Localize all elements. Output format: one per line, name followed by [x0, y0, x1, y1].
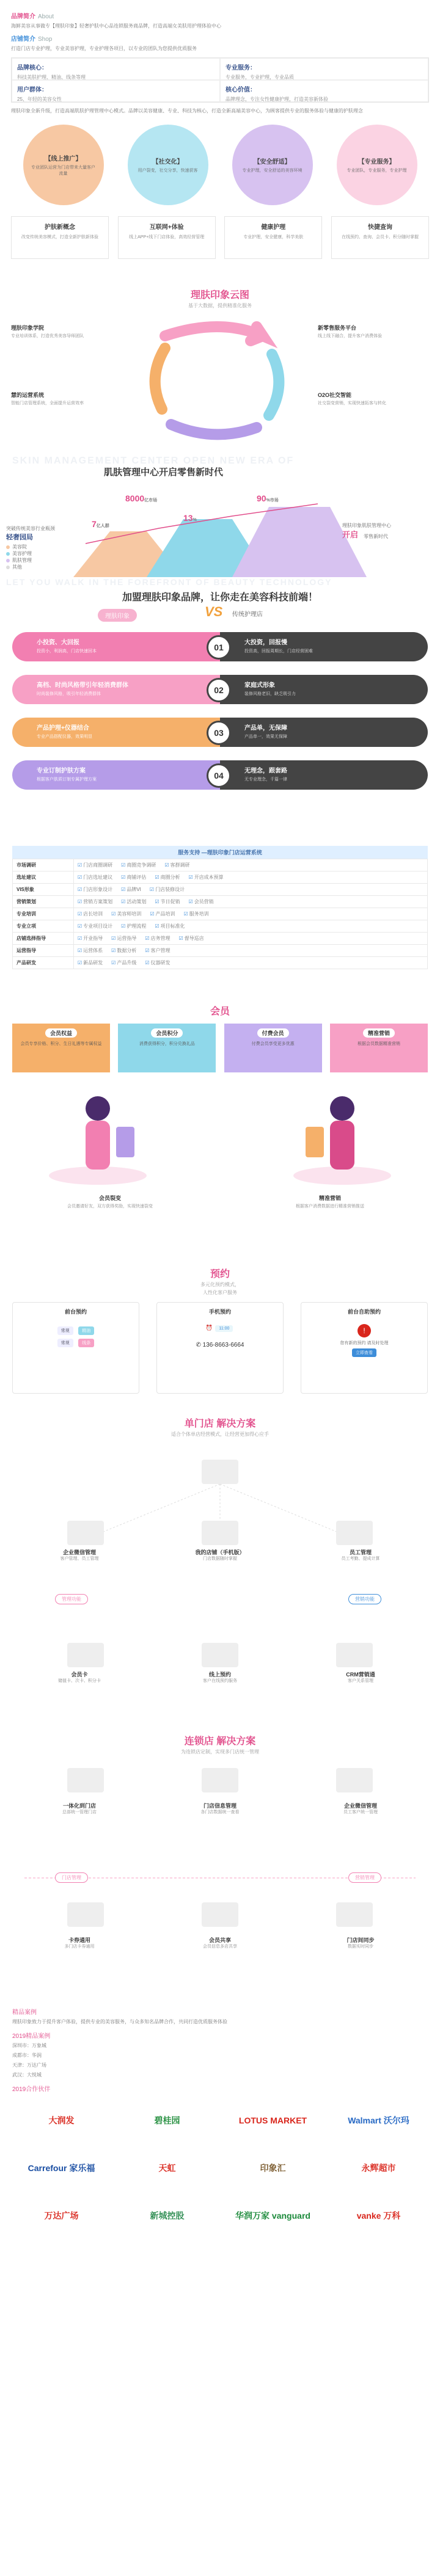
partner-logo: Walmart 沃尔玛 — [348, 2116, 409, 2125]
brand-label: 品牌简介 About — [11, 13, 54, 20]
booking-chip[interactable]: 线条 — [78, 1339, 94, 1347]
support-row — [13, 859, 428, 871]
support-value: ☑ 产品升级 — [111, 960, 137, 966]
step-number: 03 — [207, 721, 231, 745]
support-values — [74, 896, 428, 908]
support-value: ☑ 仪器研发 — [145, 960, 170, 966]
check-icon: ☑ — [78, 960, 82, 966]
check-icon: ☑ — [155, 875, 160, 880]
support-values — [74, 945, 428, 957]
check-icon: ☑ — [188, 899, 193, 904]
era-right-head: 理肤印象肌肤管理中心 — [342, 523, 391, 528]
era-right-big: 开启 — [342, 530, 359, 539]
cases-label: 精品案例 — [12, 2009, 37, 2016]
partners-head: 2019合作伙伴 — [12, 2086, 51, 2093]
step-number: 01 — [207, 635, 231, 660]
booking-sub2: 人性化客户服务 — [203, 1290, 237, 1295]
partner-logo: Carrefour 家乐福 — [28, 2163, 95, 2173]
era-growth-chart — [73, 495, 367, 577]
partner-logo: 碧桂园 — [154, 2116, 180, 2125]
single-sub: 适合个体单店经营模式，让经营更加得心应手 — [171, 1432, 269, 1437]
member-card: 精准营销 根据会员数据精准营销 — [330, 1024, 428, 1072]
support-value: ☑ 服务培训 — [183, 911, 209, 917]
support-values — [74, 957, 428, 969]
booking-cards — [0, 1302, 440, 1394]
info-cell: 用户群体： 25、年轻的美容女性 — [12, 80, 220, 102]
feature-circle: 【社交化】 用户裂变，社交分享，快速获客 — [128, 125, 208, 205]
support-row — [13, 871, 428, 884]
support-key: 市场调研 — [13, 859, 74, 871]
support-value: ☑ 客户管理 — [145, 948, 170, 953]
booking-chip[interactable]: 常规 — [57, 1326, 73, 1335]
feature-box: 互联网+体验 线上APP+线下门店体验，高效经营管理 — [118, 216, 216, 259]
booking-chip[interactable]: 常规 — [57, 1339, 73, 1347]
intro-section — [0, 0, 440, 287]
support-value: ☑ 店长培训 — [78, 911, 103, 917]
phone-number[interactable]: 136-8663-6664 — [202, 1342, 244, 1348]
support-value: ☑ 运营指导 — [111, 936, 137, 941]
support-row — [13, 908, 428, 920]
check-icon: ☑ — [78, 923, 82, 929]
member-card: 付费会员 付费会员享受更多优惠 — [224, 1024, 322, 1072]
check-icon: ☑ — [145, 936, 150, 941]
check-icon: ☑ — [111, 960, 116, 966]
brand-tag: 理肤印象 — [98, 609, 137, 622]
partner-logo: 大润发 — [48, 2116, 75, 2125]
compare-watermark: LET YOU WALK IN THE FOREFRONT OF BEAUTY TECHNOLOGY — [6, 577, 332, 587]
feature-circles — [11, 125, 429, 205]
marketing-pill: 营销功能 — [348, 1594, 381, 1604]
member-cards — [0, 1024, 440, 1072]
feature-circle: 【线上推广】 专业团队运营为门店带来大量客户流量 — [23, 125, 104, 205]
check-icon: ☑ — [111, 936, 116, 941]
member-title: 会员 — [210, 1006, 230, 1017]
feature-circle: 【专业服务】 专业团队，专业服务，专业护理 — [337, 125, 417, 205]
partner-logo: 华润万家 vanguard — [235, 2211, 310, 2221]
check-icon: ☑ — [78, 862, 82, 868]
cloud-section — [0, 287, 440, 452]
woman-illustration-icon — [37, 1084, 159, 1188]
phone-booking-card: 手机预约 ⏰ 11:00 ✆ 136-8663-6664 — [156, 1302, 284, 1394]
solution-item: 会员卡 储值卡、次卡、积分卡 — [58, 1672, 101, 1683]
info-cell: 品牌核心： 科技美肤护理、精油、线条等理 — [12, 58, 220, 80]
management-pill: 管理功能 — [55, 1594, 88, 1604]
woman-illustration-icon — [281, 1084, 403, 1188]
support-value: ☑ 专业项目设计 — [78, 923, 113, 929]
check-icon: ☑ — [145, 948, 150, 953]
single-title: 单门店 解决方案 — [184, 1419, 256, 1429]
era-left-head: 突破传统美容行业瓶颈 — [6, 526, 55, 531]
check-icon: ☑ — [188, 875, 193, 880]
view-now-button[interactable]: 立即查看 — [352, 1348, 376, 1357]
booking-sub1: 多元化预约模式， — [200, 1282, 240, 1287]
era-section — [0, 452, 440, 577]
support-key: 选址建议 — [13, 871, 74, 884]
support-values — [74, 884, 428, 896]
check-icon: ☑ — [78, 911, 82, 917]
support-value: ☑ 运营体系 — [78, 948, 103, 953]
support-row — [13, 920, 428, 933]
support-key: 营销策划 — [13, 896, 74, 908]
compare-row: 小投资、大回报 投资小，利润高，门店快速回本 大投资，回报慢 投资高，回报周期长，门店经营困难 01 — [12, 632, 428, 661]
check-icon: ☑ — [121, 875, 126, 880]
cloud-title: 理肤印象云图 — [190, 290, 249, 300]
era-left-brand: 轻奢园局 — [6, 534, 33, 541]
support-value: ☑ 店务管理 — [145, 936, 170, 941]
booking-time[interactable]: 11:00 — [215, 1325, 233, 1332]
support-value: ☑ 门店装修设计 — [149, 887, 185, 892]
cloud-subtitle: 基于大数据，提供精准化服务 — [188, 303, 252, 308]
check-icon: ☑ — [164, 862, 169, 868]
feature-box: 护肤新概念 改变传统美容模式，打造全新护肤新体验 — [11, 216, 109, 259]
partner-logo: 万达广场 — [44, 2211, 79, 2221]
support-row — [13, 945, 428, 957]
support-value: ☑ 门店形象设计 — [78, 887, 113, 892]
precision-marketing: 精准营销 根据客户消费数据进行精准营销推送 — [296, 1195, 364, 1209]
support-key: 专业培训 — [13, 908, 74, 920]
solution-item: CRM营销通 客户关系管理 — [346, 1672, 375, 1683]
store-mgmt-pill: 门店管理 — [55, 1872, 88, 1883]
partner-logo: vanke 万科 — [356, 2211, 401, 2221]
solution-item: 一体化到门店 总部统一管理门店 — [62, 1803, 97, 1814]
info-cell: 核心价值： 品牌理念，专注女性健康护理，打造美容新体验 — [220, 80, 428, 102]
check-icon: ☑ — [155, 923, 160, 929]
partner-logo: 永辉超市 — [361, 2163, 396, 2173]
support-key: 产品研发 — [13, 957, 74, 969]
support-value: ☑ 数据分析 — [111, 948, 137, 953]
check-icon: ☑ — [78, 875, 82, 880]
check-icon: ☑ — [145, 960, 150, 966]
case-item: 深圳市：万象城 — [12, 2043, 46, 2048]
support-value: ☑ 活动策划 — [121, 899, 147, 904]
feature-circle: 【安全舒适】 专业护理，安全舒适的美容环境 — [232, 125, 313, 205]
cloud-item: 新零售服务平台 线上线下融合，提升客户消费体验 — [318, 325, 382, 338]
support-value: ☑ 门店选址建议 — [78, 875, 113, 880]
cloud-item: 理肤印象学院 专业培训体系，打造优秀美容导师团队 — [11, 325, 84, 338]
era-num3: 7亿人群 — [92, 519, 109, 529]
support-value: ☑ 门店商圈调研 — [78, 862, 113, 868]
cloud-item: O2O社交智能 社交裂变营销，实现快速拓客与转化 — [318, 392, 386, 406]
partner-logo-grid — [12, 2099, 428, 2237]
support-key: 运营指导 — [13, 945, 74, 957]
legend-item: 肌肤管理 — [6, 557, 32, 564]
era-title: 肌肤管理中心开启零售新时代 — [104, 467, 224, 478]
self-booking-card: 前台自助预约 ! 您有新的预约 请及时处理 立即查看 — [301, 1302, 428, 1394]
info-cell: 专业服务： 专业服务，专业护理，专业品质 — [220, 58, 428, 80]
support-row — [13, 896, 428, 908]
case-item: 武汉：大悦城 — [12, 2072, 42, 2078]
case-item: 天津：万达广场 — [12, 2062, 46, 2068]
era-legend — [6, 544, 32, 570]
vs-badge: VS — [205, 604, 223, 619]
phone-icon: ✆ — [196, 1342, 201, 1348]
cases-section — [0, 2003, 440, 2576]
check-icon: ☑ — [155, 899, 160, 904]
support-values — [74, 933, 428, 945]
compare-title: 加盟理肤印象品牌，让你走在美容科技前端！ — [122, 592, 318, 603]
support-value: ☑ 开店成本预算 — [188, 875, 224, 880]
check-icon: ☑ — [121, 923, 126, 929]
chain-store-section — [0, 1728, 440, 2003]
support-row — [13, 884, 428, 896]
support-row — [13, 933, 428, 945]
check-icon: ☑ — [150, 911, 155, 917]
feature-box: 快捷查询 在线预约、查询、会员卡、积分随时掌握 — [331, 216, 429, 259]
check-icon: ☑ — [78, 948, 82, 953]
support-value: ☑ 会员营销 — [188, 899, 214, 904]
era-watermark-top: SKIN MANAGEMENT CENTER OPEN NEW ERA OF — [12, 456, 295, 466]
support-value: ☑ 商圈分析 — [155, 875, 180, 880]
support-key: 专业立项 — [13, 920, 74, 933]
support-value: ☑ 项目标准化 — [155, 923, 185, 929]
cycle-arrows-icon — [141, 311, 299, 446]
member-section — [0, 999, 440, 1261]
check-icon: ☑ — [149, 887, 155, 892]
check-icon: ☑ — [183, 911, 188, 917]
era-num2: 90%市场 — [257, 493, 279, 503]
step-number: 02 — [207, 678, 231, 702]
step-number: 04 — [207, 763, 231, 788]
check-icon: ☑ — [78, 936, 82, 941]
front-desk-card: 前台预约 常规 精油 常规 线条 — [12, 1302, 139, 1394]
alert-icon: ! — [358, 1324, 371, 1337]
era-right-tail: 零售新时代 — [364, 534, 388, 539]
member-fission: 会员裂变 会员邀请好友，双方获得奖励，实现快速裂变 — [67, 1195, 153, 1209]
era-num1: 8000亿市场 — [125, 493, 158, 503]
info-grid — [11, 57, 429, 103]
support-value: ☑ 产品培训 — [150, 911, 175, 917]
support-value: ☑ 节日促销 — [155, 899, 180, 904]
solution-item: 员工管理 员工考勤、提成计算 — [341, 1549, 380, 1561]
support-caption: 服务支持 —理肤印象门店运营系统 — [12, 846, 428, 859]
support-values — [74, 871, 428, 884]
legend-item: 其他 — [6, 564, 32, 570]
brand-text: 海鲜美容从事做专【理肤印象】轻奢护肤中心品连锁服务商品牌，打造高端女美肤用护理体验中心 — [11, 23, 221, 29]
member-card: 会员积分 消费获得积分，积分兑换礼品 — [118, 1024, 216, 1072]
support-values — [74, 859, 428, 871]
compare-row: 高档、时尚风格带引年轻消费群体 时尚装修风格，吸引年轻消费群体 家庭式形象 装修风格老旧，缺乏吸引力 02 — [12, 675, 428, 704]
check-icon: ☑ — [121, 887, 126, 892]
clock-icon: ⏰ — [205, 1325, 213, 1331]
solution-item: 门店间同步 数据实时同步 — [346, 1937, 375, 1949]
partner-logo: LOTUS MARKET — [238, 2116, 307, 2125]
support-section — [0, 846, 440, 999]
store-text: 打造门店专业护理，专业美容护理，专业护理各项目，以专业的团队为您提供优质服务 — [11, 46, 197, 51]
legend-item: 美容院 — [6, 544, 32, 550]
era-num4: 13% — [183, 513, 197, 523]
support-value: ☑ 护理流程 — [121, 923, 147, 929]
support-value: ☑ 督导巡店 — [178, 936, 204, 941]
feature-boxes — [11, 216, 429, 259]
chain-title: 连锁店 解决方案 — [184, 1736, 256, 1747]
traditional-tag: 传统护理店 — [232, 611, 263, 618]
partner-logo: 印象汇 — [260, 2163, 286, 2173]
check-icon: ☑ — [111, 948, 116, 953]
booking-title: 预约 — [210, 1269, 230, 1279]
support-value: ☑ 美容师培训 — [111, 911, 142, 917]
chain-sub: 为连锁店定制，实现多门店统一管理 — [181, 1749, 259, 1755]
partner-logo: 新城控股 — [150, 2211, 185, 2221]
cloud-item: 慧的运营系统 智能门店管理系统，全面提升运营效率 — [11, 392, 84, 406]
check-icon: ☑ — [111, 911, 116, 917]
support-row — [13, 957, 428, 969]
intro-desc: 理肤印象全新升级，打造高端肌肤护理管理中心模式。品牌以美容健康、专业、科技为核心，打造全新高端美容中心，为顾客提供专业的服务体验与健康的护肤理念 — [11, 108, 363, 114]
support-key: VIS形象 — [13, 884, 74, 896]
check-icon: ☑ — [121, 862, 126, 868]
check-icon: ☑ — [178, 936, 183, 941]
member-card: 会员权益 会员专享价格、积分、生日礼遇等专属权益 — [12, 1024, 110, 1072]
case-item: 成都市：华润 — [12, 2053, 42, 2058]
compare-row: 专业订制护肤方案 根据客户肤质订制专属护理方案 无理念，跟套路 无专业理念，千篇一律 04 — [12, 760, 428, 790]
solution-item: 企业微信管理 员工客户统一管理 — [343, 1803, 378, 1814]
compare-row: 产品护理+仪器结合 专业产品搭配仪器，效果明显 产品单，无保障 产品单一，效果无保障 03 — [12, 718, 428, 747]
booking-chip[interactable]: 精油 — [78, 1326, 94, 1335]
notice-text: 您有新的预约 请及时处理 — [340, 1341, 389, 1345]
compare-section — [0, 577, 440, 846]
booking-section — [0, 1261, 440, 1411]
partner-logo: 天虹 — [158, 2163, 176, 2173]
feature-box: 健康护理 专业护理，安全健康，科学美肤 — [224, 216, 322, 259]
store-label: 店铺简介 Shop — [11, 36, 53, 43]
support-value: ☑ 营销方案策划 — [78, 899, 113, 904]
legend-item: 美容护理 — [6, 550, 32, 557]
marketing-mgmt-pill: 营销管理 — [348, 1872, 381, 1883]
cases-text: 理肤印象致力于提升客户体验，提供专业的美容服务，与众多知名品牌合作，共同打造优质服务体验 — [12, 2019, 227, 2025]
support-value: ☑ 客群调研 — [164, 862, 190, 868]
cases-list-head: 2019精品案例 — [12, 2033, 51, 2040]
support-value: ☑ 新品研发 — [78, 960, 103, 966]
solution-item: 线上预约 客户在线预约服务 — [203, 1672, 237, 1683]
support-values — [74, 920, 428, 933]
check-icon: ☑ — [78, 887, 82, 892]
solution-item: 我的店铺（手机版） 门店数据随时掌握 — [195, 1549, 245, 1561]
check-icon: ☑ — [78, 899, 82, 904]
solution-item: 企业微信管理 客户管理、员工管理 — [60, 1549, 99, 1561]
solution-item: 卡券通用 多门店卡券通用 — [64, 1937, 95, 1949]
check-icon: ☑ — [121, 899, 126, 904]
solution-item: 门店信息管理 各门店数据统一查看 — [200, 1803, 240, 1814]
support-table — [12, 846, 428, 969]
support-value: ☑ 商铺评估 — [121, 875, 147, 880]
support-value: ☑ 品牌VI — [121, 887, 141, 892]
support-key: 店铺选择指导 — [13, 933, 74, 945]
support-value: ☑ 开业指导 — [78, 936, 103, 941]
solution-item: 会员共享 会员信息多店共享 — [203, 1937, 237, 1949]
single-store-section — [0, 1411, 440, 1728]
support-value: ☑ 商圈竞争调研 — [121, 862, 156, 868]
support-values — [74, 908, 428, 920]
